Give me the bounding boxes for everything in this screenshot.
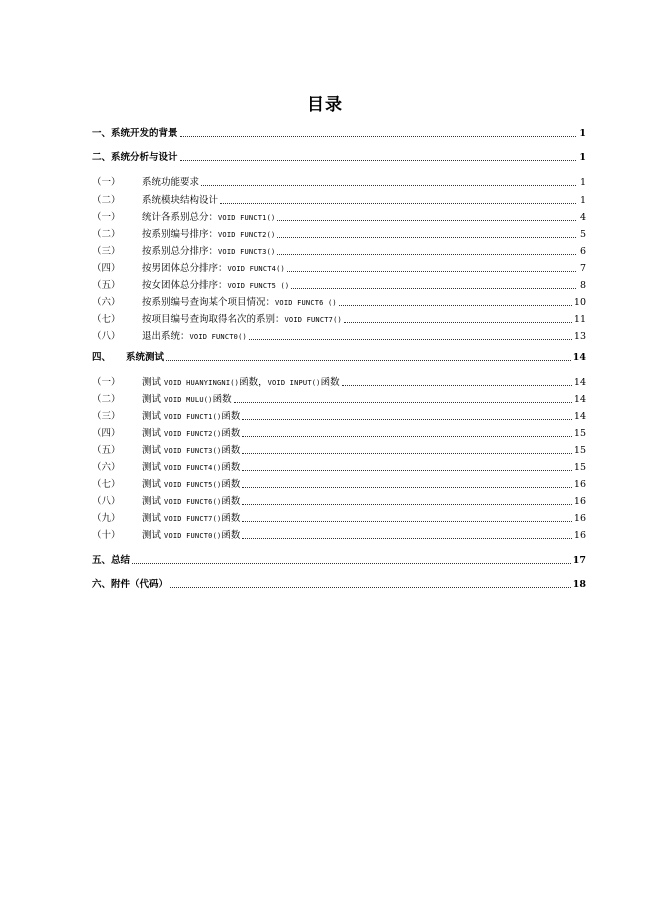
toc-entry-label: 测试 VOID FUNCT6()函数: [142, 496, 241, 507]
toc-page-number: 11: [573, 314, 586, 325]
toc-entry-label: 测试 VOID FUNCT3()函数: [142, 445, 241, 456]
toc-entry-label: 一、系统开发的背景: [92, 128, 178, 139]
toc-entry-number: （二）: [92, 195, 121, 206]
toc-page-number: 5: [579, 229, 586, 240]
toc-entry-label: 测试 VOID HUANYINGNI()函数，VOID INPUT()函数: [142, 377, 340, 388]
toc-entry-number: （一）: [92, 177, 121, 188]
toc-entry-label: 六、附件（代码）: [92, 579, 169, 590]
toc-entry[interactable]: [92, 126, 586, 140]
toc-entry-label: 系统功能要求: [142, 177, 200, 188]
toc-entry[interactable]: [92, 261, 586, 275]
toc-entry[interactable]: [92, 375, 586, 389]
toc-leader-dots: [242, 538, 571, 539]
toc-entry-label: 测试 VOID FUNCT2()函数: [142, 428, 241, 439]
toc-entry[interactable]: [92, 295, 586, 309]
toc-entry[interactable]: [92, 528, 586, 542]
toc-entry-number: （十）: [92, 530, 121, 541]
toc-entry-label: 测试 VOID FUNCT7()函数: [142, 513, 241, 524]
toc-entry[interactable]: [92, 409, 586, 423]
toc-entry-number: 四、: [92, 352, 112, 363]
toc-entry[interactable]: [92, 227, 586, 241]
toc-entry[interactable]: [92, 511, 586, 525]
toc-leader-dots: [220, 203, 576, 204]
toc-leader-dots: [242, 470, 571, 471]
toc-leader-dots: [170, 587, 571, 588]
toc-leader-dots: [344, 322, 572, 323]
toc-entry-label: 按系别编号查询某个项目情况：VOID FUNCT6 (): [142, 297, 337, 308]
toc-entry-number: （四）: [92, 263, 121, 274]
toc-leader-dots: [277, 254, 576, 255]
toc-leader-dots: [234, 402, 572, 403]
toc-leader-dots: [201, 185, 576, 186]
toc-entry[interactable]: [92, 193, 586, 207]
toc-leader-dots: [132, 563, 571, 564]
toc-entry-number: （八）: [92, 331, 121, 342]
toc-page-number: 16: [573, 479, 586, 490]
toc-entry[interactable]: [92, 150, 586, 164]
toc-entry[interactable]: [92, 210, 586, 224]
toc-page-number: 16: [573, 496, 586, 507]
toc-entry[interactable]: [92, 312, 586, 326]
toc-page-number: 16: [573, 513, 586, 524]
toc-leader-dots: [242, 521, 571, 522]
toc-leader-dots: [249, 339, 572, 340]
toc-entry-label: 测试 VOID FUNCT4()函数: [142, 462, 241, 473]
toc-leader-dots: [180, 160, 576, 161]
toc-entry-number: （七）: [92, 479, 121, 490]
toc-entry-number: （三）: [92, 411, 121, 422]
toc-page-number: 6: [579, 246, 586, 257]
toc-entry-number: （二）: [92, 229, 121, 240]
toc-entry-number: （五）: [92, 445, 121, 456]
toc-leader-dots: [342, 385, 572, 386]
toc-leader-dots: [242, 453, 571, 454]
toc-leader-dots: [242, 504, 571, 505]
toc-entry[interactable]: [92, 392, 586, 406]
toc-entry-label: 二、系统分析与设计: [92, 152, 178, 163]
toc-page-number: 8: [579, 280, 586, 291]
toc-page-number: 1: [579, 152, 586, 163]
toc-entry-label: 系统测试: [126, 352, 165, 363]
page-title: 目录: [307, 95, 343, 115]
toc-entry-number: （四）: [92, 428, 121, 439]
toc-entry-label: 按系别总分排序：VOID FUNCT3(): [142, 246, 276, 257]
toc-entry-label: 测试 VOID FUNCT5()函数: [142, 479, 241, 490]
toc-entry-label: 按男团体总分排序：VOID FUNCT4(): [142, 263, 285, 274]
toc-entry-number: （七）: [92, 314, 121, 325]
toc-entry-number: （一）: [92, 212, 121, 223]
toc-entry[interactable]: [92, 577, 586, 591]
toc-entry-label: 测试 VOID MULU()函数: [142, 394, 232, 405]
toc-entry-number: （六）: [92, 462, 121, 473]
toc-entry[interactable]: [92, 350, 586, 364]
toc-page-number: 1: [579, 195, 586, 206]
toc-entry-label: 按女团体总分排序：VOID FUNCT5 (): [142, 280, 290, 291]
toc-entry-label: 统计各系别总分：VOID FUNCT1(): [142, 212, 276, 223]
toc-page-number: 18: [572, 579, 586, 590]
toc-leader-dots: [242, 436, 571, 437]
toc-entry[interactable]: [92, 460, 586, 474]
toc-entry[interactable]: [92, 443, 586, 457]
toc-leader-dots: [277, 237, 576, 238]
toc-page-number: 15: [573, 428, 586, 439]
toc-entry-number: （六）: [92, 297, 121, 308]
toc-page-number: 7: [579, 263, 586, 274]
toc-entry[interactable]: [92, 175, 586, 189]
toc-entry-label: 测试 VOID FUNCT0()函数: [142, 530, 241, 541]
toc-entry-label: 按系别编号排序：VOID FUNCT2(): [142, 229, 276, 240]
toc-leader-dots: [291, 288, 576, 289]
toc-page-number: 14: [573, 377, 586, 388]
toc-entry[interactable]: [92, 553, 586, 567]
toc-page-number: 1: [579, 177, 586, 188]
toc-entry-number: （一）: [92, 377, 121, 388]
toc-entry-label: 退出系统：VOID FUNCT0(): [142, 331, 247, 342]
toc-page-number: 4: [579, 212, 586, 223]
toc-entry[interactable]: [92, 278, 586, 292]
toc-entry-number: （三）: [92, 246, 121, 257]
toc-entry-label: 测试 VOID FUNCT1()函数: [142, 411, 241, 422]
toc-entry[interactable]: [92, 494, 586, 508]
toc-page-number: 15: [573, 445, 586, 456]
toc-page-number: 14: [573, 394, 586, 405]
toc-entry[interactable]: [92, 426, 586, 440]
toc-entry-label: 系统模块结构设计: [142, 195, 219, 206]
toc-entry-number: （九）: [92, 513, 121, 524]
toc-page-number: 15: [573, 462, 586, 473]
toc-entry[interactable]: [92, 244, 586, 258]
toc-page-number: 10: [573, 297, 586, 308]
toc-page-number: 1: [579, 128, 586, 139]
toc-entry-number: （五）: [92, 280, 121, 291]
toc-leader-dots: [242, 487, 571, 488]
toc-leader-dots: [287, 271, 576, 272]
toc-entry-number: （二）: [92, 394, 121, 405]
toc-page-number: 14: [573, 411, 586, 422]
toc-page-number: 16: [573, 530, 586, 541]
toc-page-number: 13: [573, 331, 586, 342]
toc-leader-dots: [277, 220, 576, 221]
toc-entry-label: 五、总结: [92, 555, 131, 566]
toc-entry-number: （八）: [92, 496, 121, 507]
toc-leader-dots: [339, 305, 572, 306]
toc-entry-label: 按项目编号查询取得名次的系别：VOID FUNCT7(): [142, 314, 342, 325]
toc-page-number: 14: [572, 352, 586, 363]
toc-page-number: 17: [572, 555, 586, 566]
toc-leader-dots: [180, 136, 576, 137]
toc-entry[interactable]: [92, 329, 586, 343]
toc-leader-dots: [242, 419, 571, 420]
toc-entry[interactable]: [92, 477, 586, 491]
toc-leader-dots: [166, 360, 571, 361]
